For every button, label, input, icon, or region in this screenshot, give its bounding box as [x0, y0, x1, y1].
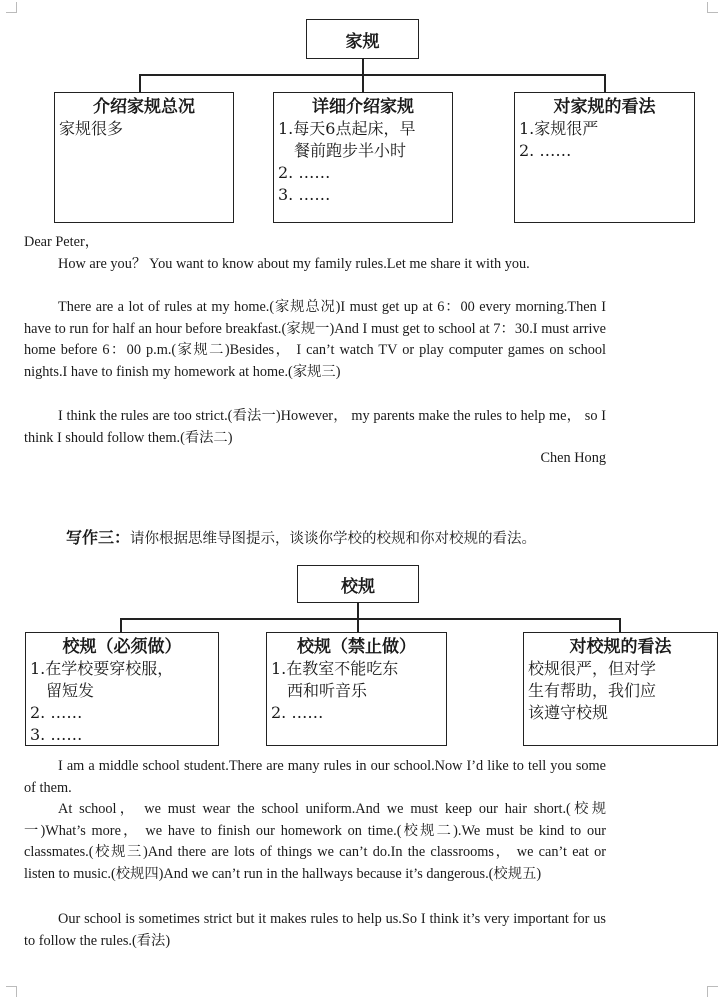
node-title: 校规（必须做）: [62, 637, 182, 657]
letter-salutation: [24, 232, 606, 254]
node-line: 1.在学校要穿校服，: [30, 659, 174, 678]
essay-paragraph: [24, 909, 606, 952]
paragraph-text: I am a middle school student.There are many rules in our school.Now I’d like to tell you some of them.: [24, 758, 606, 796]
paragraph-text: There are a lot of rules at my home.(家规总况)I must get up at 6：00 every morning.Then I have to run for half an hour before breakfast.(家规一)And I must get to school at 7：30.I must arrive home before 6：00 p.m.(家规二)Besides， I can’t watch TV or play computer games on school nights.I have to finish my homework at home.(家规三): [24, 299, 606, 380]
node-line: 3. ……: [30, 725, 83, 744]
node-line: 2. ……: [30, 703, 83, 722]
node-line: 2. ……: [278, 163, 331, 182]
connector: [139, 74, 605, 76]
node-line: 家规很多: [59, 119, 124, 138]
node-title: 校规（禁止做）: [297, 637, 416, 657]
connector: [604, 74, 606, 92]
paragraph-text: Our school is sometimes strict but it makes rules to help us.So I think it’s very important for us to follow the rules.(看法): [24, 911, 606, 949]
connector: [357, 603, 359, 619]
mind-map-node: [514, 92, 695, 223]
root-label: 家规: [345, 31, 380, 52]
node-line: 1.家规很严: [519, 119, 599, 138]
task-label: 写作三：: [66, 528, 131, 547]
letter-paragraph: [24, 254, 606, 276]
node-title: 对家规的看法: [553, 97, 656, 117]
mind-map-root: [297, 565, 419, 603]
connector: [362, 59, 364, 75]
paragraph-text: How are you？ You want to know about my family rules.Let me share it with you.: [58, 256, 530, 272]
mind-map-root: [306, 19, 419, 59]
node-title: 介绍家规总况: [93, 97, 195, 117]
node-line: 餐前跑步半小时: [294, 141, 407, 160]
node-line: 该遵守校规: [528, 703, 609, 722]
corner-mark-top-left: [6, 2, 17, 13]
node-line: 1.在教室不能吃东: [271, 659, 399, 678]
essay-paragraph: [24, 756, 606, 799]
node-title: 对校规的看法: [569, 637, 672, 657]
connector: [120, 618, 122, 632]
letter-paragraph: [24, 406, 606, 449]
connector: [120, 618, 620, 620]
paragraph-text: At school， we must wear the school uniform.And we must keep our hair short.(校规一)What’s more， we have to finish our homework on time.(校规二).We must be kind to our classmates.(校规三)And there are lots of things we can’t do.In the classrooms， we can’t eat or listen to music.(校规四)And we can’t run in the hallways because it’s dangerous.(校规五): [24, 801, 606, 882]
node-line: 2. ……: [271, 703, 324, 722]
node-line: 校规很严，但对学: [528, 659, 657, 678]
corner-mark-bottom-left: [6, 986, 17, 997]
connector: [357, 618, 359, 632]
node-line: 生有帮助，我们应: [528, 681, 657, 700]
mind-map-node: [54, 92, 234, 223]
node-title: 详细介绍家规: [312, 97, 414, 117]
root-label: 校规: [341, 576, 375, 597]
corner-mark-bottom-right: [707, 986, 718, 997]
node-line: 留短发: [46, 681, 95, 700]
salutation-text: Dear Peter，: [24, 234, 100, 250]
node-line: 2. ……: [519, 141, 572, 160]
letter-signature: Chen Hong: [540, 450, 606, 466]
node-line: 西和听音乐: [287, 681, 368, 700]
connector: [139, 74, 141, 92]
mind-map-node: [25, 632, 219, 746]
connector: [362, 74, 364, 92]
task-instruction: [66, 525, 536, 548]
paragraph-text: I think the rules are too strict.(看法一)However， my parents make the rules to help me， so I think I should follow them.(看法二): [24, 408, 606, 446]
letter-paragraph: [24, 297, 606, 383]
corner-mark-top-right: [707, 2, 718, 13]
connector: [619, 618, 621, 632]
node-line: 1.每天6点起床，早: [278, 119, 416, 138]
essay-paragraph: [24, 799, 606, 885]
task-text: 请你根据思维导图提示，谈谈你学校的校规和你对校规的看法。: [130, 531, 537, 547]
mind-map-node: [523, 632, 718, 746]
node-line: 3. ……: [278, 185, 331, 204]
mind-map-node: [273, 92, 453, 223]
mind-map-node: [266, 632, 447, 746]
